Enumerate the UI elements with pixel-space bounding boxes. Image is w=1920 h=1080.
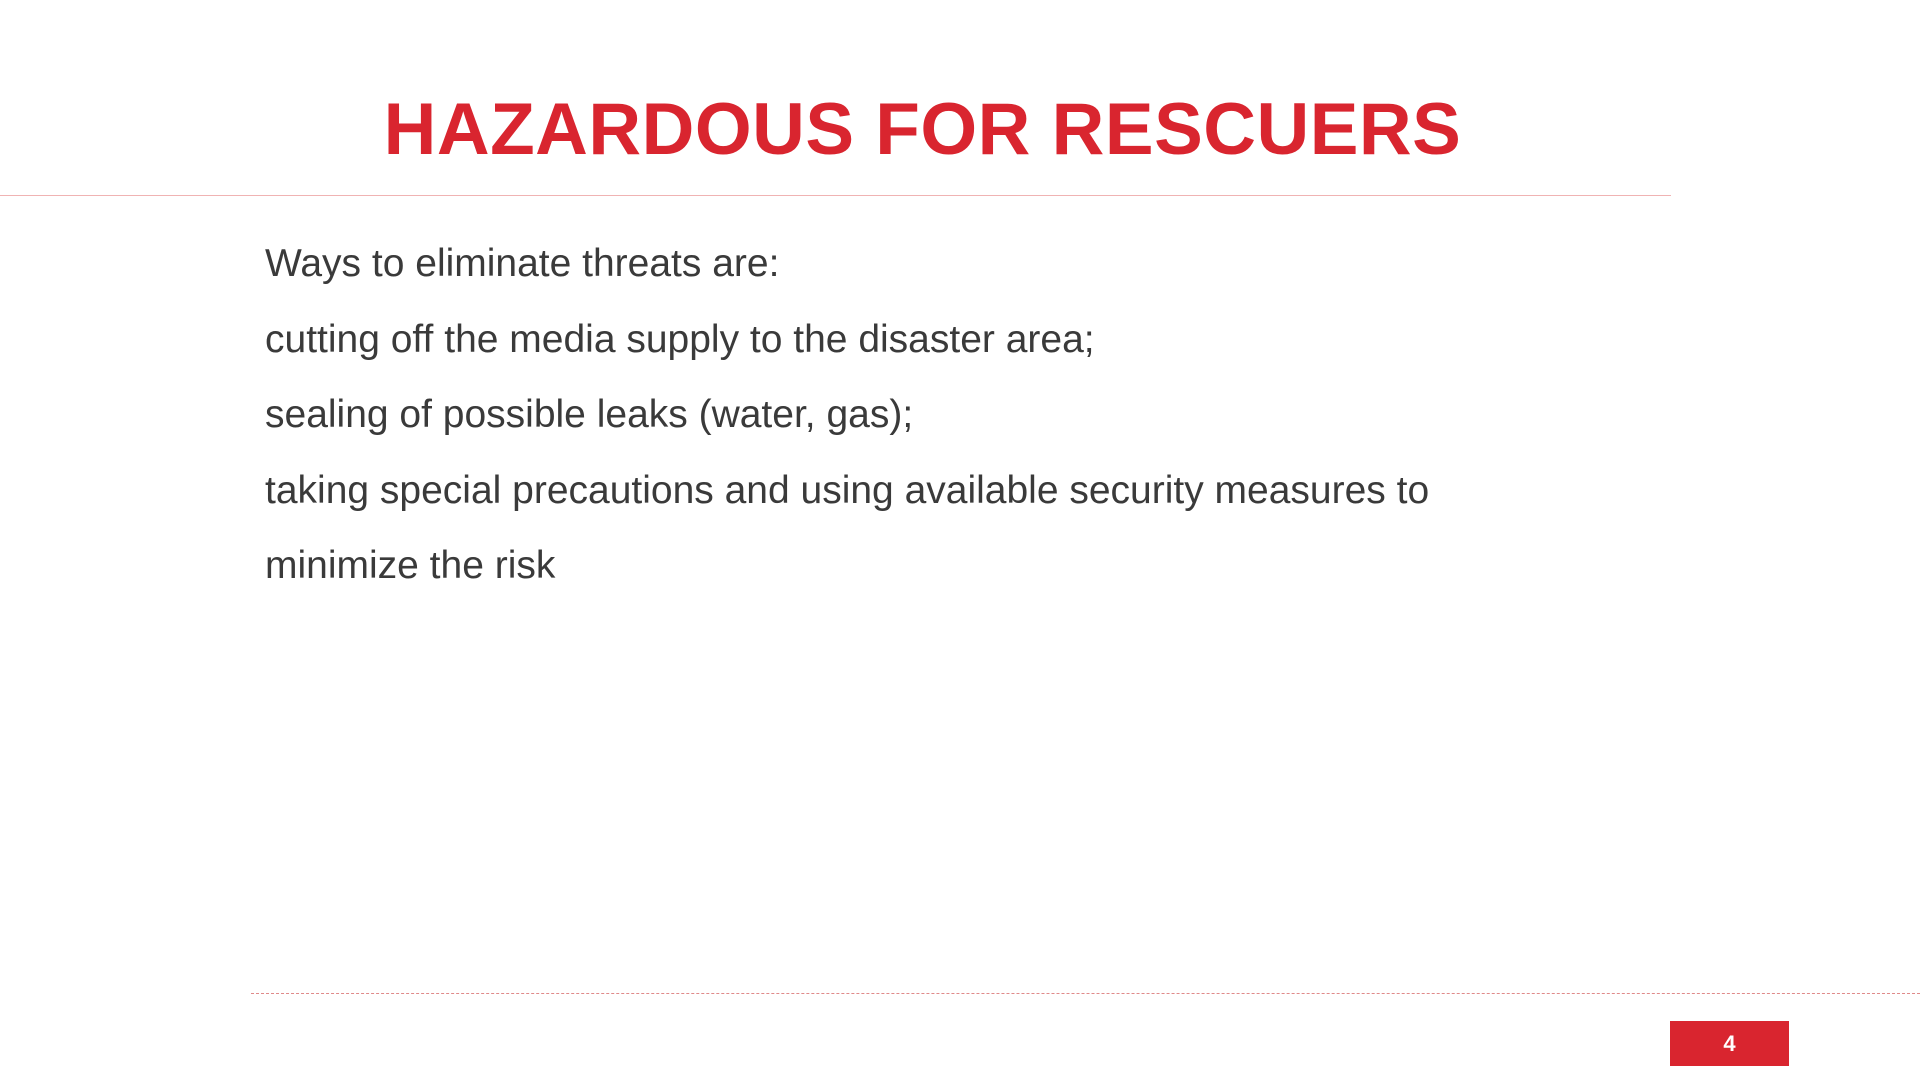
footer-divider bbox=[251, 993, 1920, 994]
body-line: sealing of possible leaks (water, gas); bbox=[265, 393, 914, 436]
body-line: Ways to eliminate threats are: bbox=[265, 242, 780, 285]
slide-title: HAZARDOUS FOR RESCUERS bbox=[383, 89, 1462, 170]
body-line: minimize the risk bbox=[265, 544, 556, 587]
body-line: taking special precautions and using available security measures to bbox=[265, 468, 1430, 512]
title-divider bbox=[0, 195, 1671, 196]
body-line: cutting off the media supply to the disaster area; bbox=[265, 317, 1095, 361]
slide-body bbox=[265, 226, 1665, 604]
page-number-badge: 4 bbox=[1670, 1021, 1789, 1066]
